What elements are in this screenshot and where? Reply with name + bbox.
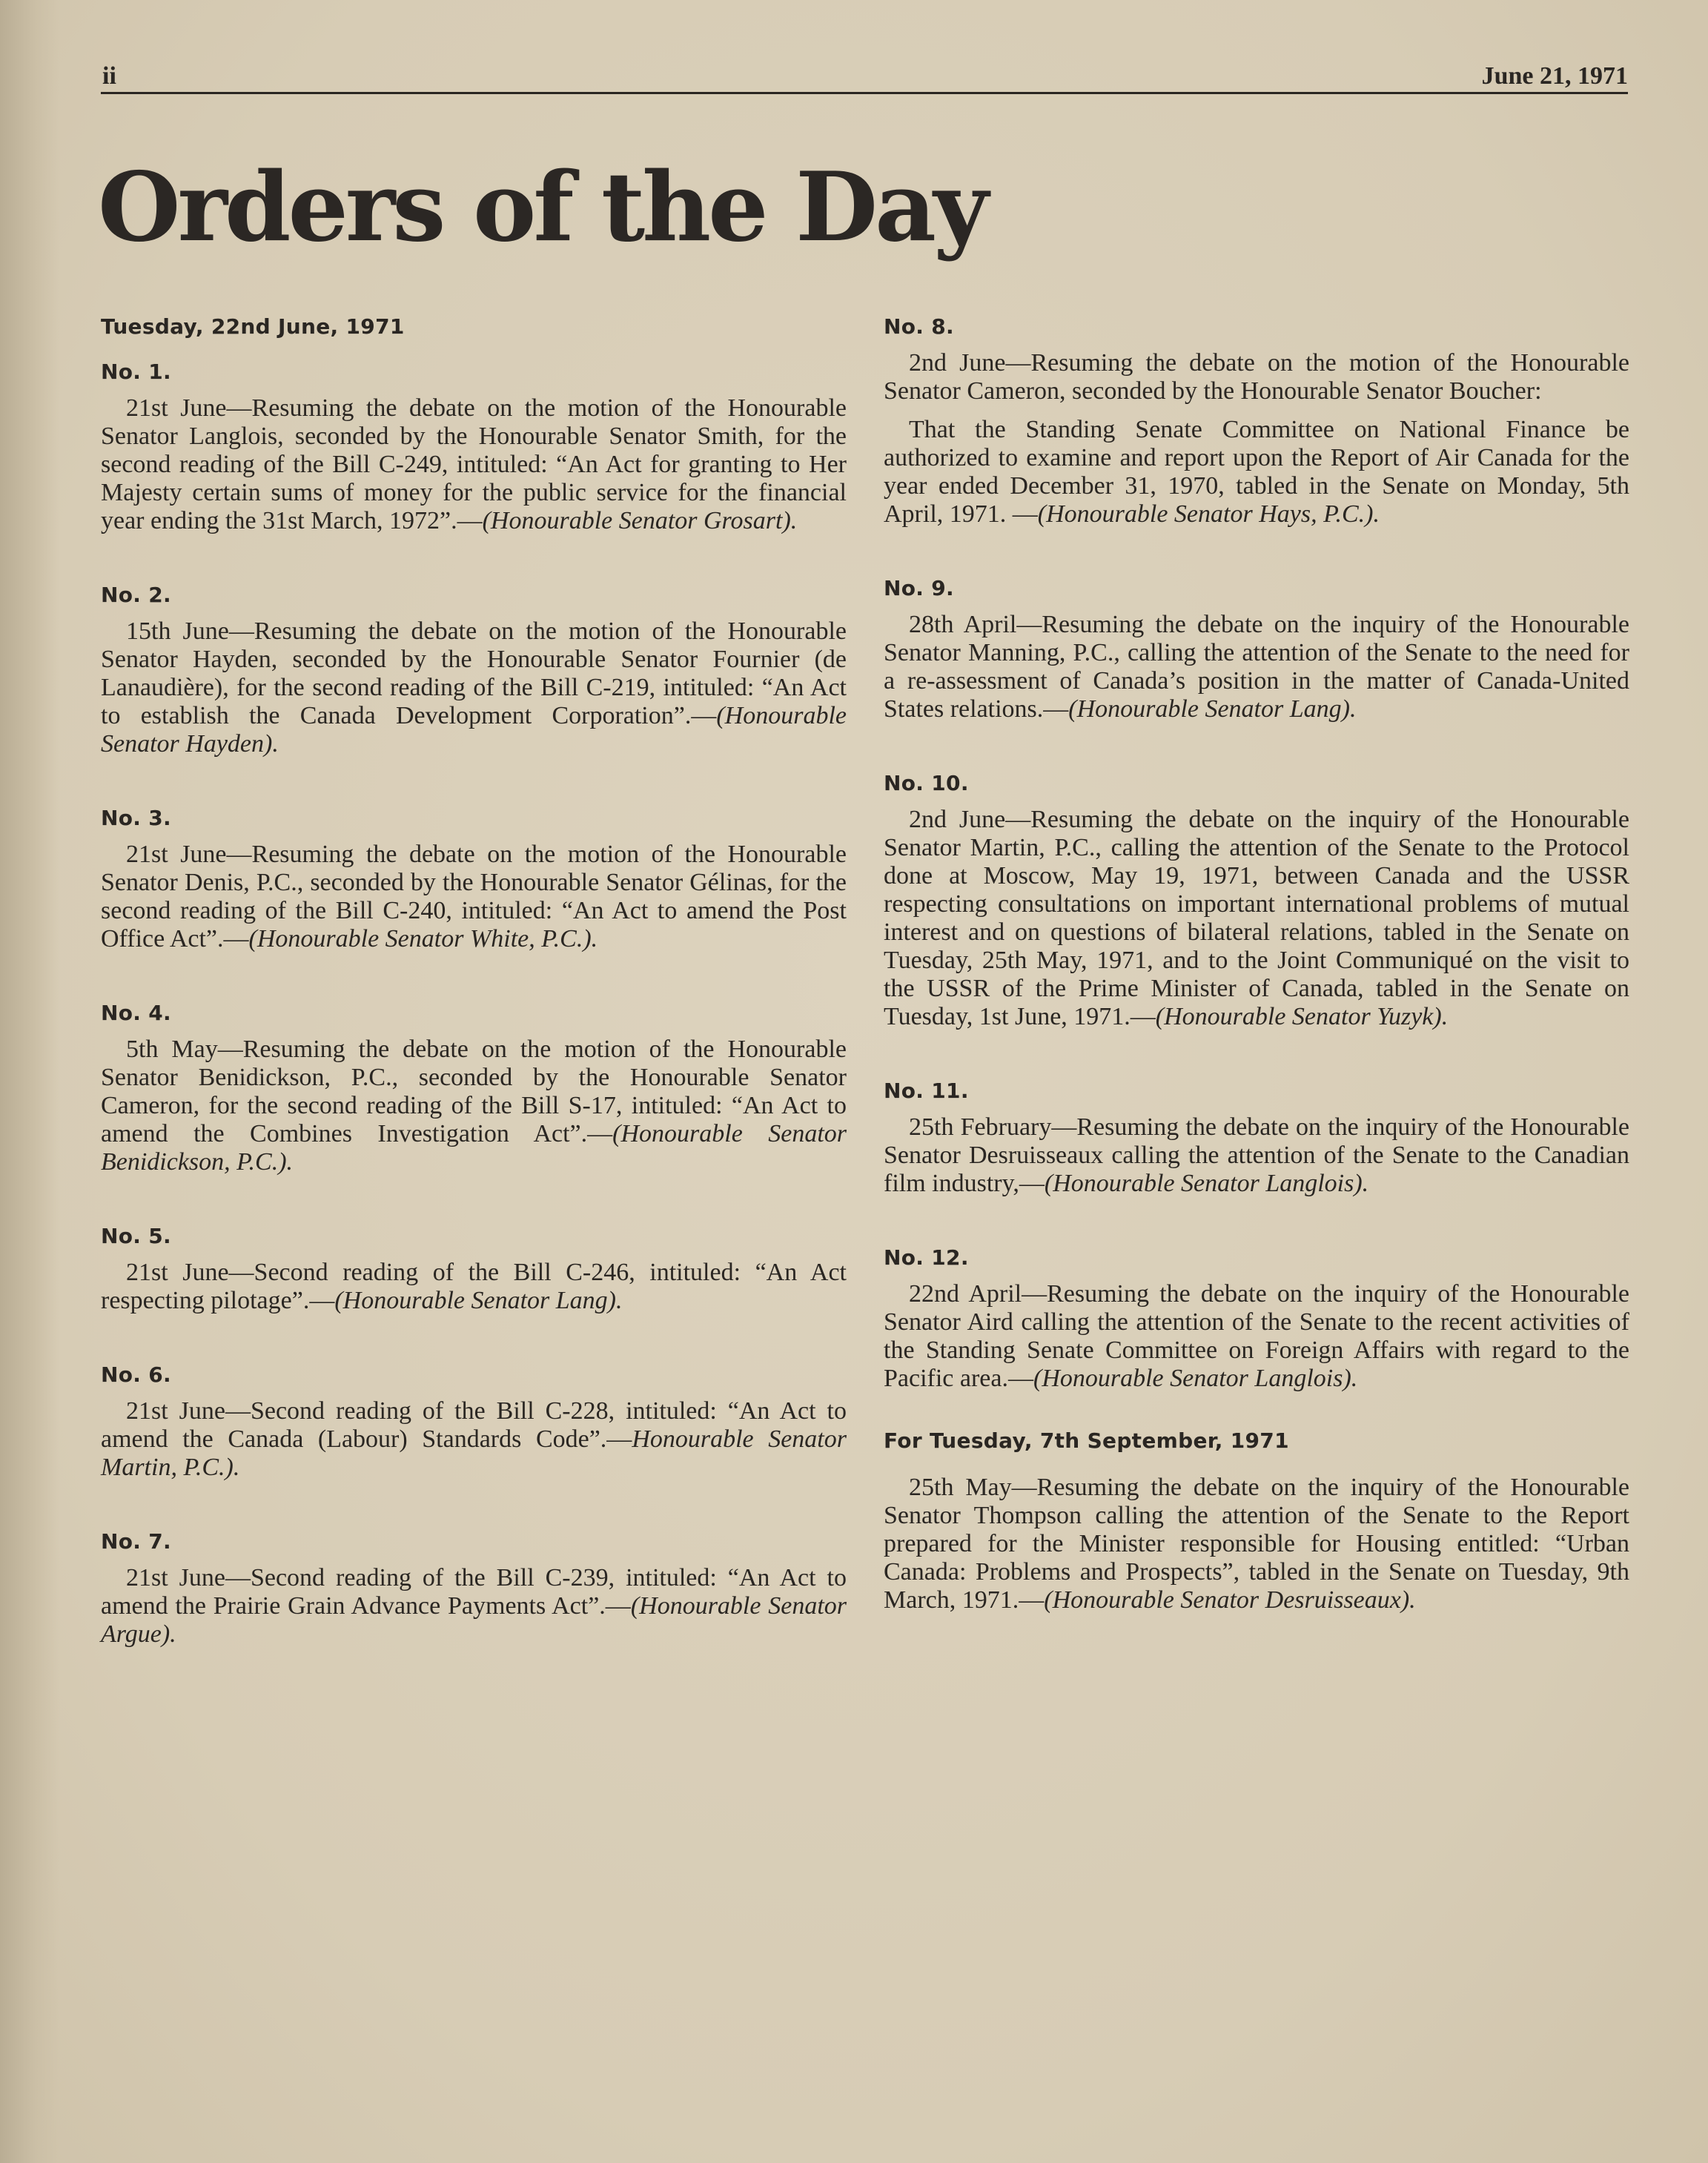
order-text: 25th February—Resuming the debate on the inquiry of the Honourable Senator Desruisseaux calling the attention of the Senate to the Canadian film industry,—(Honourable Senator Langlois).: [884, 1113, 1629, 1197]
order-item: [101, 583, 847, 758]
order-senator: (Honourable Senator Yuzyk).: [1155, 1003, 1449, 1030]
order-number: No. 7.: [101, 1529, 171, 1554]
order-number: No. 4.: [101, 1001, 171, 1025]
order-text: 28th April—Resuming the debate on the inquiry of the Honourable Senator Manning, P.C., calling the attention of the Senate to the need for a re-assessment of Canada’s position in the matter of Canada-United States relations.—(Honourable Senator Lang).: [884, 611, 1629, 723]
order-text: 15th June—Resuming the debate on the motion of the Honourable Senator Hayden, seconded by the Honourable Senator Fournier (de Lanaudière), for the second reading of the Bill C-219, intituled: “An Act to establish the Canada Development Corporation”.—(Honourable Senator Hayden).: [101, 617, 847, 758]
page-number: ii: [102, 62, 116, 90]
sitting-heading: Tuesday, 22nd June, 1971: [101, 314, 405, 339]
order-senator: (Honourable Senator Grosart).: [482, 507, 798, 534]
order-senator: (Honourable Senator Lang).: [1068, 695, 1357, 723]
order-number: No. 9.: [884, 576, 954, 600]
order-text: 5th May—Resuming the debate on the motion of the Honourable Senator Benidickson, P.C., seconded by the Honourable Senator Cameron, for the second reading of the Bill S-17, intituled: “An Act to amend the Combines Investigation Act”.—(Honourable Senator Benidickson, P.C.).: [101, 1036, 847, 1176]
right-column: [884, 314, 1629, 1662]
order-item: [101, 1224, 847, 1315]
order-item: [884, 771, 1629, 1031]
order-item: [101, 360, 847, 535]
order-text: 21st June—Second reading of the Bill C-246, intituled: “An Act respecting pilotage”.—(Honourable Senator Lang).: [101, 1259, 847, 1314]
order-number: No. 10.: [884, 771, 969, 795]
order-senator: (Honourable Senator Argue).: [101, 1592, 847, 1648]
order-number: No. 1.: [101, 360, 171, 384]
header-rule: [101, 92, 1628, 94]
order-senator: (Honourable Senator Langlois).: [1044, 1170, 1369, 1197]
order-number: No. 6.: [101, 1362, 171, 1387]
order-senator: (Honourable Senator Benidickson, P.C.).: [101, 1120, 847, 1176]
order-number: No. 12.: [884, 1245, 969, 1270]
order-senator: (Honourable Senator Langlois).: [1033, 1365, 1358, 1392]
order-text: 21st June—Resuming the debate on the motion of the Honourable Senator Langlois, seconded by the Honourable Senator Smith, for the second reading of the Bill C-249, intituled: “An Act for granting to Her Majesty certain sums of money for the public service for the financial year ending the 31st March, 1972”.—(Honourable Senator Grosart).: [101, 394, 847, 534]
order-text: 2nd June—Resuming the debate on the motion of the Honourable Senator Cameron, seconded by the Honourable Senator Boucher:: [884, 349, 1629, 405]
header-date: June 21, 1971: [1481, 62, 1628, 90]
order-senator: Honourable Senator Martin, P.C.).: [101, 1425, 847, 1481]
order-item: [101, 1529, 847, 1649]
order-number: No. 8.: [884, 314, 954, 339]
order-senator: (Honourable Senator White, P.C.).: [248, 925, 598, 953]
order-text: 22nd April—Resuming the debate on the inquiry of the Honourable Senator Aird calling the attention of the Senate to the recent activities of the Standing Senate Committee on Foreign Affairs with regard to the Pacific area.—(Honourable Senator Langlois).: [884, 1280, 1629, 1392]
order-motion-text: That the Standing Senate Committee on National Finance be authorized to examine and report upon the Report of Air Canada for the year ended December 31, 1970, tabled in the Senate on Monday, 5th April, 1971. —(Honourable Senator Hays, P.C.).: [884, 416, 1629, 528]
order-text: 21st June—Second reading of the Bill C-239, intituled: “An Act to amend the Prairie Grain Advance Payments Act”.—(Honourable Senator Argue).: [101, 1564, 847, 1648]
order-senator: (Honourable Senator Desruisseaux).: [1044, 1586, 1416, 1614]
order-number: No. 11.: [884, 1079, 969, 1103]
order-number: No. 5.: [101, 1224, 171, 1248]
order-senator: (Honourable Senator Lang).: [334, 1287, 623, 1314]
order-senator: (Honourable Senator Hayden).: [101, 702, 847, 758]
order-item: [101, 1001, 847, 1176]
order-senator: (Honourable Senator Hays, P.C.).: [1037, 500, 1380, 528]
left-column: [101, 314, 847, 1696]
order-item: [884, 576, 1629, 723]
order-item: [101, 806, 847, 953]
order-item: [884, 1245, 1629, 1393]
page-title: Orders of the Day: [98, 152, 986, 263]
binding-shadow: [0, 0, 59, 2163]
order-number: No. 3.: [101, 806, 171, 830]
order-item: [884, 314, 1629, 529]
order-text: 21st June—Resuming the debate on the motion of the Honourable Senator Denis, P.C., seconded by the Honourable Senator Gélinas, for the second reading of the Bill C-240, intituled: “An Act to amend the Post Office Act”.—(Honourable Senator White, P.C.).: [101, 841, 847, 953]
order-number: No. 2.: [101, 583, 171, 607]
order-text: 2nd June—Resuming the debate on the inquiry of the Honourable Senator Martin, P.C., calling the attention of the Senate to the Protocol done at Moscow, May 19, 1971, between Canada and the USSR respecting consultations on important international problems of mutual interest and on questions of bilateral relations, tabled in the Senate on Tuesday, 25th May, 1971, and to the Joint Communiqué on the visit to the USSR of the Prime Minister of Canada, tabled in the Senate on Tuesday, 1st June, 1971.—(Honourable Senator Yuzyk).: [884, 806, 1629, 1030]
order-item: [884, 1079, 1629, 1198]
order-text: 25th May—Resuming the debate on the inquiry of the Honourable Senator Thompson calling the attention of the Senate to the Report prepared for the Minister responsible for Housing entitled: “Urban Canada: Problems and Prospects”, tabled in the Senate on Tuesday, 9th March, 1971.—(Honourable Senator Desruisseaux).: [884, 1474, 1629, 1614]
order-item: [884, 1474, 1629, 1614]
future-sitting-heading: For Tuesday, 7th September, 1971: [884, 1428, 1289, 1453]
order-item: [101, 1362, 847, 1482]
order-text: 21st June—Second reading of the Bill C-228, intituled: “An Act to amend the Canada (Labour) Standards Code”.—Honourable Senator Martin, P.C.).: [101, 1397, 847, 1481]
